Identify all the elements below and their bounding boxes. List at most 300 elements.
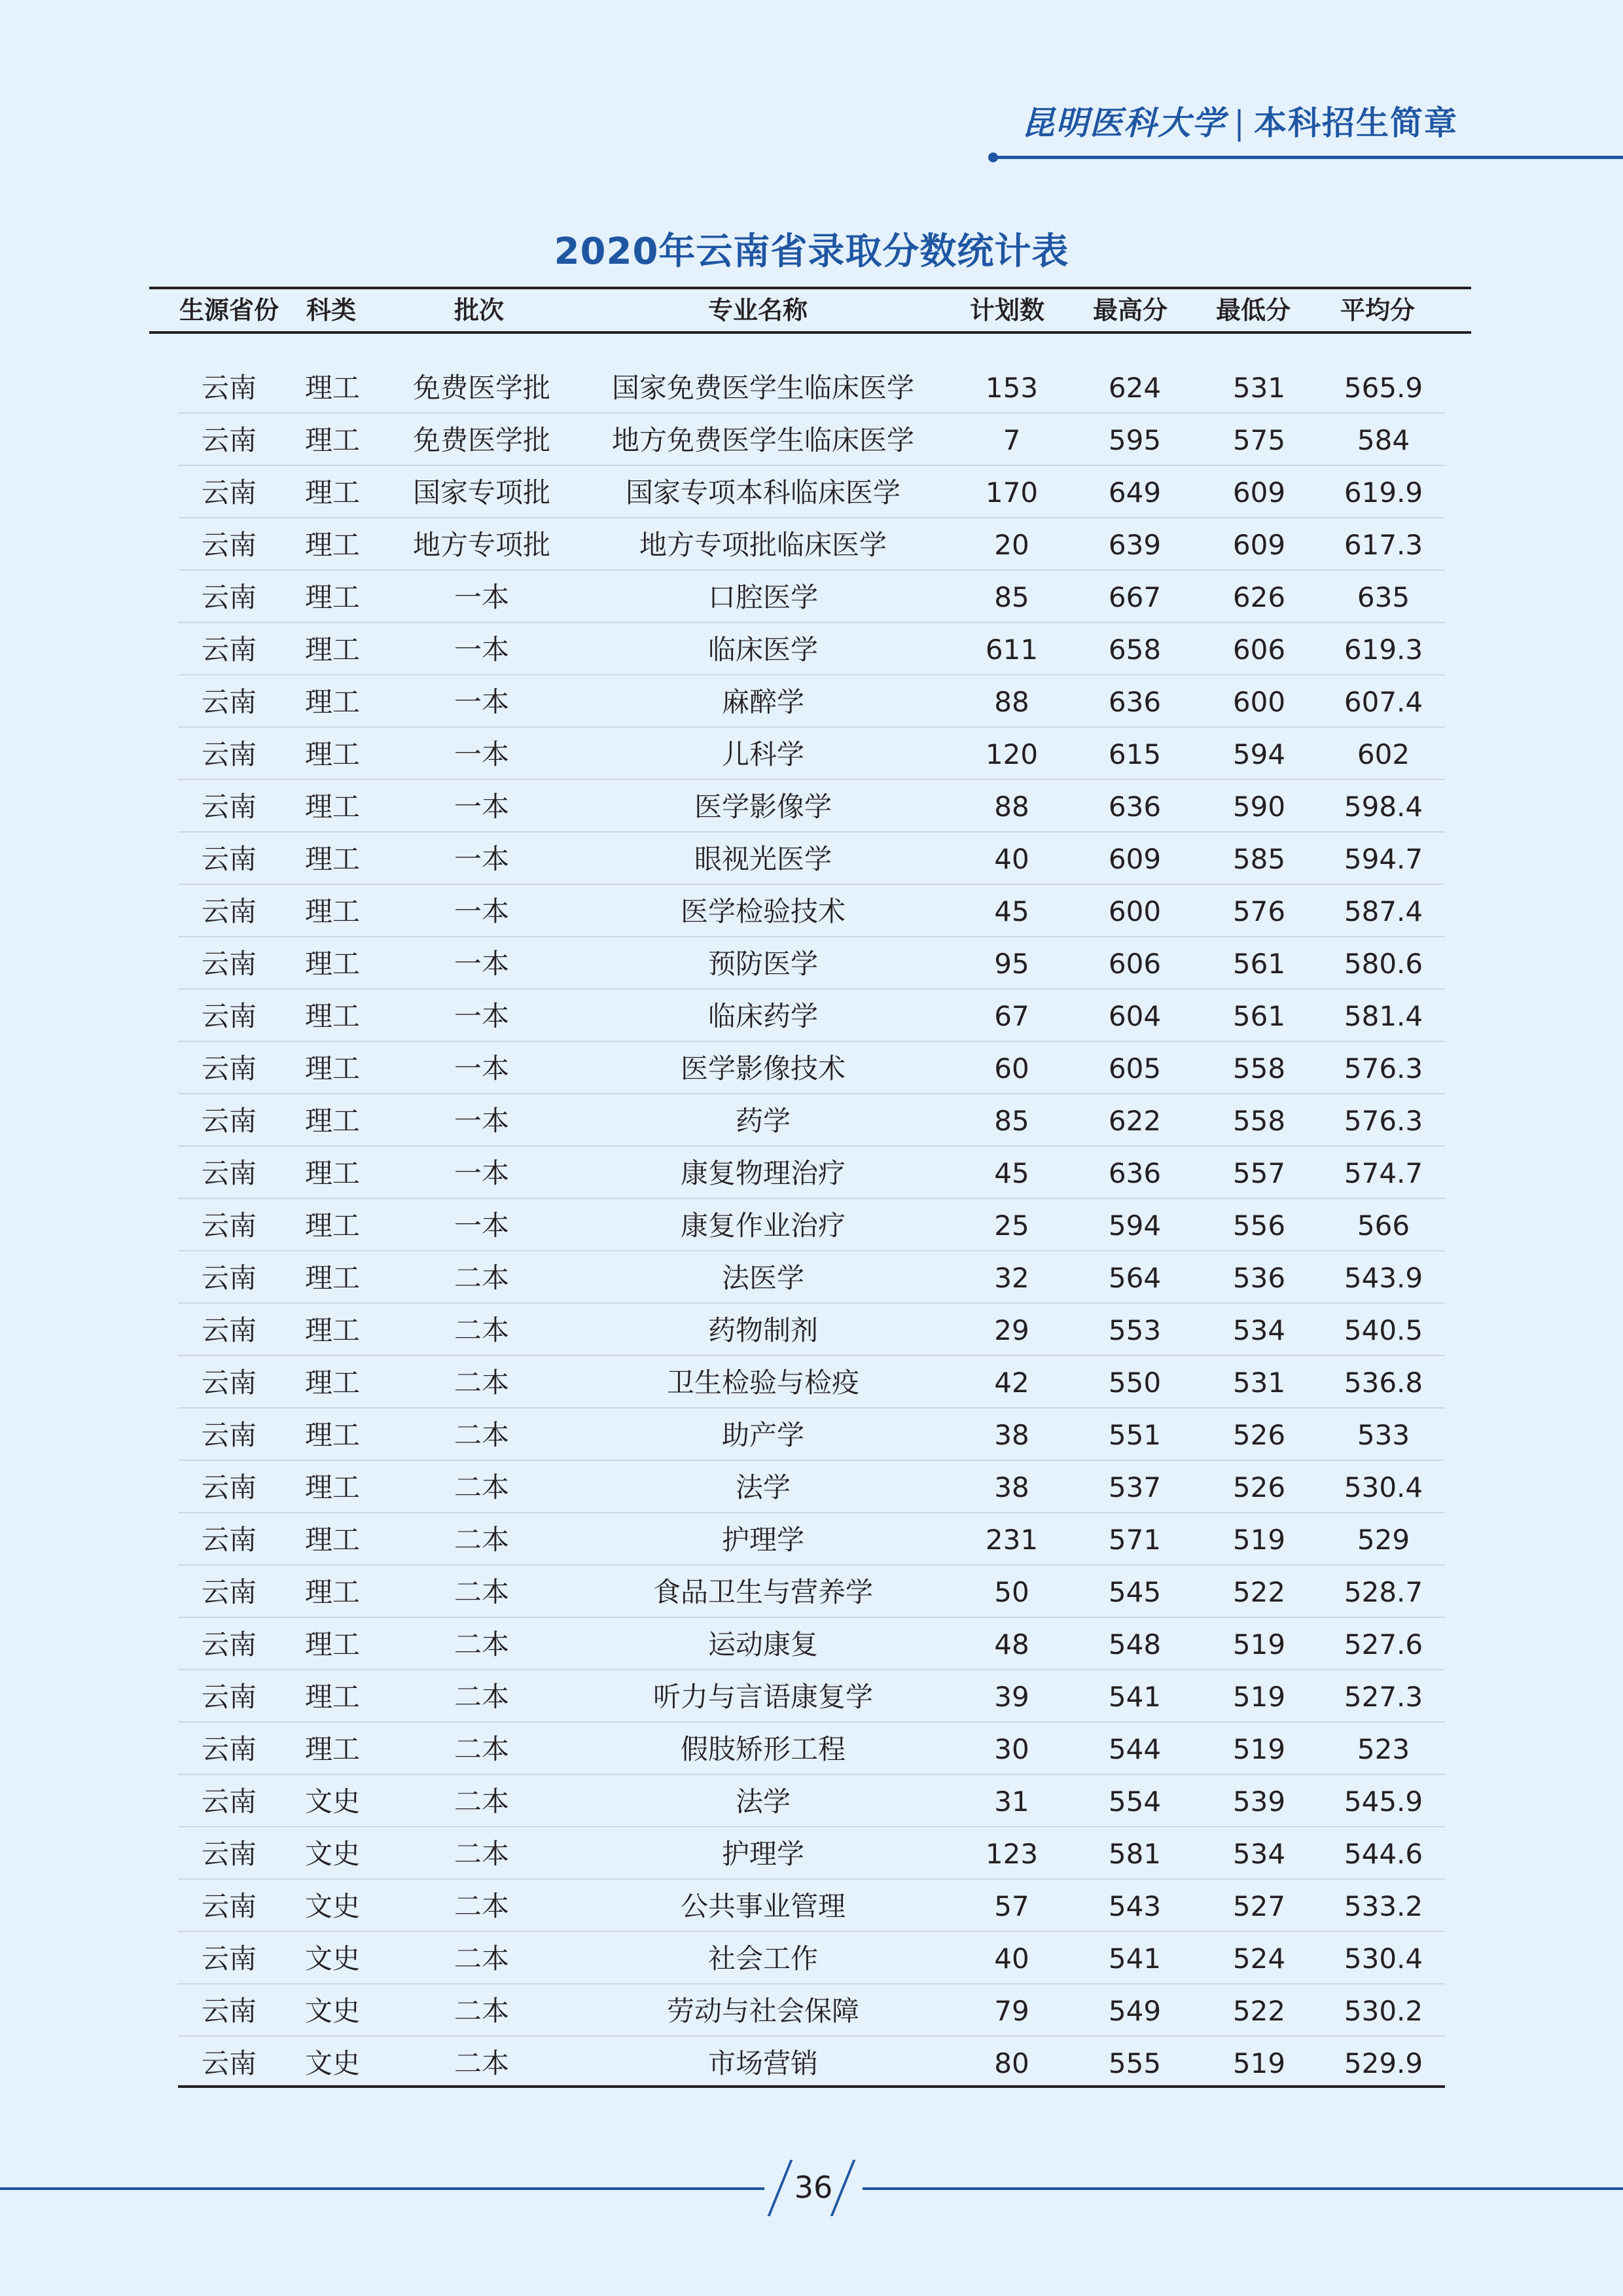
cell-max: 571 (1108, 1524, 1162, 1556)
cell-province: 云南 (201, 476, 257, 509)
cell-plan: 120 (985, 738, 1039, 770)
cell-min: 600 (1232, 686, 1286, 718)
cell-province: 云南 (201, 1838, 257, 1870)
table-row (178, 1304, 1445, 1356)
cell-major: 助产学 (721, 1419, 805, 1451)
cell-batch: 二本 (454, 1367, 510, 1399)
cell-plan: 32 (994, 1262, 1029, 1294)
cell-min: 561 (1232, 1000, 1286, 1032)
column-header-category: 科类 (306, 296, 357, 325)
cell-plan: 95 (994, 948, 1029, 980)
cell-min: 519 (1232, 2047, 1286, 2079)
cell-province: 云南 (201, 948, 257, 980)
cell-plan: 45 (994, 895, 1029, 927)
cell-province: 云南 (201, 424, 257, 456)
table-row (178, 1984, 1445, 2037)
cell-min: 561 (1232, 948, 1286, 980)
cell-max: 544 (1108, 1733, 1162, 1765)
cell-major: 法学 (735, 1471, 791, 1503)
cell-major: 公共事业管理 (680, 1890, 846, 1922)
cell-category: 理工 (304, 1314, 361, 1346)
cell-min: 558 (1232, 1105, 1286, 1137)
table-row (178, 361, 1445, 414)
cell-min: 609 (1232, 476, 1286, 509)
cell-plan: 39 (994, 1681, 1029, 1713)
cell-batch: 国家专项批 (412, 476, 551, 509)
cell-avg: 540.5 (1344, 1314, 1423, 1346)
cell-plan: 88 (994, 791, 1029, 823)
cell-province: 云南 (201, 1157, 257, 1189)
cell-province: 云南 (201, 1733, 257, 1765)
cell-max: 606 (1108, 948, 1162, 980)
cell-batch: 二本 (454, 1262, 510, 1294)
cell-avg: 530.4 (1344, 1471, 1423, 1503)
cell-avg: 530.4 (1344, 1943, 1423, 1975)
cell-batch: 二本 (454, 1524, 510, 1556)
cell-avg: 523 (1357, 1733, 1410, 1765)
cell-plan: 85 (994, 581, 1029, 613)
cell-batch: 二本 (454, 1576, 510, 1608)
cell-avg: 574.7 (1344, 1157, 1423, 1189)
table-row (178, 1461, 1445, 1513)
cell-avg: 529.9 (1344, 2047, 1423, 2079)
cell-min: 522 (1232, 1576, 1286, 1608)
cell-avg: 545.9 (1344, 1785, 1423, 1818)
cell-avg: 598.4 (1344, 791, 1423, 823)
cell-max: 554 (1108, 1785, 1162, 1818)
table-row (178, 675, 1445, 728)
cell-batch: 二本 (454, 1628, 510, 1660)
cell-major: 国家免费医学生临床医学 (611, 372, 915, 404)
cell-max: 600 (1108, 895, 1162, 927)
cell-min: 531 (1232, 372, 1286, 404)
cell-category: 理工 (304, 686, 361, 718)
cell-major: 听力与言语康复学 (652, 1681, 874, 1713)
cell-avg: 527.6 (1344, 1628, 1423, 1660)
cell-plan: 20 (994, 529, 1029, 561)
school-name: 昆明医科大学 (1022, 103, 1226, 142)
cell-max: 658 (1108, 634, 1162, 666)
cell-plan: 38 (994, 1419, 1029, 1451)
cell-max: 537 (1108, 1471, 1162, 1503)
cell-major: 眼视光医学 (694, 843, 832, 875)
cell-province: 云南 (201, 529, 257, 561)
cell-category: 理工 (304, 1471, 361, 1503)
cell-max: 649 (1108, 476, 1162, 509)
cell-province: 云南 (201, 372, 257, 404)
table-row (178, 1356, 1445, 1408)
column-header-plan: 计划数 (970, 296, 1045, 325)
cell-min: 524 (1232, 1943, 1286, 1975)
cell-province: 云南 (201, 686, 257, 718)
cell-major: 劳动与社会保障 (666, 1995, 860, 2027)
cell-major: 法医学 (721, 1262, 805, 1294)
cell-category: 文史 (304, 1943, 361, 1975)
table-row (178, 833, 1445, 885)
table-row (178, 1618, 1445, 1670)
cell-avg: 544.6 (1344, 1838, 1423, 1870)
cell-plan: 25 (994, 1210, 1029, 1242)
cell-avg: 607.4 (1344, 686, 1423, 718)
cell-avg: 536.8 (1344, 1367, 1423, 1399)
cell-province: 云南 (201, 1262, 257, 1294)
cell-batch: 二本 (454, 1785, 510, 1818)
table-row (178, 1251, 1445, 1304)
table-row (178, 937, 1445, 990)
cell-avg: 617.3 (1344, 529, 1423, 561)
header-separator: | (1234, 104, 1246, 142)
cell-max: 545 (1108, 1576, 1162, 1608)
cell-min: 576 (1232, 895, 1286, 927)
cell-province: 云南 (201, 791, 257, 823)
cell-max: 581 (1108, 1838, 1162, 1870)
cell-province: 云南 (201, 1105, 257, 1137)
cell-avg: 529 (1357, 1524, 1410, 1556)
cell-max: 636 (1108, 791, 1162, 823)
cell-avg: 581.4 (1344, 1000, 1423, 1032)
cell-avg: 533 (1357, 1419, 1410, 1451)
cell-plan: 57 (994, 1890, 1029, 1922)
table-row (178, 1723, 1445, 1775)
cell-major: 康复物理治疗 (680, 1157, 846, 1189)
cell-category: 理工 (304, 1367, 361, 1399)
cell-major: 药学 (735, 1105, 791, 1137)
table-row (178, 623, 1445, 675)
cell-category: 理工 (304, 738, 361, 770)
cell-max: 564 (1108, 1262, 1162, 1294)
table-row (178, 1566, 1445, 1618)
cell-min: 534 (1232, 1838, 1286, 1870)
cell-min: 626 (1232, 581, 1286, 613)
cell-min: 519 (1232, 1733, 1286, 1765)
cell-category: 理工 (304, 529, 361, 561)
cell-major: 卫生检验与检疫 (666, 1367, 860, 1399)
cell-max: 636 (1108, 686, 1162, 718)
column-header-avg: 平均分 (1340, 296, 1416, 325)
table-row (178, 1094, 1445, 1147)
cell-plan: 40 (994, 843, 1029, 875)
cell-max: 551 (1108, 1419, 1162, 1451)
cell-batch: 一本 (454, 581, 510, 613)
cell-major: 药物制剂 (707, 1314, 819, 1346)
cell-province: 云南 (201, 1628, 257, 1660)
cell-min: 526 (1232, 1471, 1286, 1503)
cell-plan: 30 (994, 1733, 1029, 1765)
cell-plan: 88 (994, 686, 1029, 718)
table-row (178, 1670, 1445, 1723)
cell-major: 预防医学 (707, 948, 819, 980)
cell-category: 文史 (304, 1890, 361, 1922)
cell-province: 云南 (201, 1943, 257, 1975)
cell-province: 云南 (201, 581, 257, 613)
cell-major: 儿科学 (721, 738, 805, 770)
cell-category: 理工 (304, 1000, 361, 1032)
cell-batch: 一本 (454, 791, 510, 823)
table-row (178, 1199, 1445, 1251)
cell-batch: 免费医学批 (412, 372, 551, 404)
cell-major: 医学检验技术 (680, 895, 846, 927)
cell-avg: 565.9 (1344, 372, 1423, 404)
cell-province: 云南 (201, 738, 257, 770)
cell-category: 文史 (304, 1838, 361, 1870)
cell-province: 云南 (201, 1367, 257, 1399)
cell-plan: 170 (985, 476, 1039, 509)
cell-min: 522 (1232, 1995, 1286, 2027)
cell-province: 云南 (201, 634, 257, 666)
cell-min: 590 (1232, 791, 1286, 823)
cell-plan: 611 (985, 634, 1039, 666)
cell-min: 519 (1232, 1524, 1286, 1556)
cell-category: 理工 (304, 1052, 361, 1085)
cell-min: 594 (1232, 738, 1286, 770)
cell-min: 519 (1232, 1628, 1286, 1660)
cell-plan: 48 (994, 1628, 1029, 1660)
cell-batch: 一本 (454, 843, 510, 875)
cell-max: 639 (1108, 529, 1162, 561)
cell-plan: 123 (985, 1838, 1039, 1870)
cell-major: 护理学 (721, 1838, 805, 1870)
cell-max: 549 (1108, 1995, 1162, 2027)
table-row (178, 571, 1445, 623)
table-row (178, 1042, 1445, 1094)
header-line (993, 156, 1623, 159)
cell-max: 604 (1108, 1000, 1162, 1032)
cell-avg: 584 (1357, 424, 1410, 456)
cell-province: 云南 (201, 1210, 257, 1242)
cell-plan: 80 (994, 2047, 1029, 2079)
cell-batch: 免费医学批 (412, 424, 551, 456)
cell-major: 假肢矫形工程 (680, 1733, 846, 1765)
cell-batch: 一本 (454, 634, 510, 666)
cell-category: 理工 (304, 1628, 361, 1660)
cell-max: 541 (1108, 1943, 1162, 1975)
cell-avg: 566 (1357, 1210, 1410, 1242)
cell-max: 541 (1108, 1681, 1162, 1713)
table-bottom-rule (178, 2085, 1445, 2088)
cell-category: 理工 (304, 1733, 361, 1765)
table-header (149, 289, 1471, 331)
cell-batch: 一本 (454, 1105, 510, 1137)
cell-batch: 二本 (454, 1419, 510, 1451)
cell-max: 609 (1108, 843, 1162, 875)
cell-avg: 580.6 (1344, 948, 1423, 980)
cell-avg: 576.3 (1344, 1105, 1423, 1137)
cell-batch: 二本 (454, 1471, 510, 1503)
cell-batch: 二本 (454, 1995, 510, 2027)
column-header-province: 生源省份 (179, 296, 279, 325)
cell-batch: 二本 (454, 1733, 510, 1765)
cell-province: 云南 (201, 1471, 257, 1503)
cell-category: 理工 (304, 1681, 361, 1713)
cell-plan: 45 (994, 1157, 1029, 1189)
cell-min: 585 (1232, 843, 1286, 875)
cell-batch: 一本 (454, 895, 510, 927)
table-row (178, 1880, 1445, 1932)
cell-major: 康复作业治疗 (680, 1210, 846, 1242)
cell-max: 667 (1108, 581, 1162, 613)
cell-province: 云南 (201, 1052, 257, 1085)
cell-max: 622 (1108, 1105, 1162, 1137)
cell-province: 云南 (201, 1419, 257, 1451)
table-row (178, 1147, 1445, 1199)
cell-batch: 一本 (454, 1157, 510, 1189)
cell-max: 605 (1108, 1052, 1162, 1085)
table-row (178, 1932, 1445, 1984)
cell-plan: 85 (994, 1105, 1029, 1137)
cell-avg: 619.9 (1344, 476, 1423, 509)
cell-category: 理工 (304, 581, 361, 613)
cell-category: 文史 (304, 1785, 361, 1818)
cell-category: 理工 (304, 1157, 361, 1189)
cell-max: 543 (1108, 1890, 1162, 1922)
cell-province: 云南 (201, 1681, 257, 1713)
cell-avg: 602 (1357, 738, 1410, 770)
cell-avg: 543.9 (1344, 1262, 1423, 1294)
cell-major: 医学影像技术 (680, 1052, 846, 1085)
cell-min: 539 (1232, 1785, 1286, 1818)
cell-min: 609 (1232, 529, 1286, 561)
cell-province: 云南 (201, 1576, 257, 1608)
cell-category: 理工 (304, 843, 361, 875)
column-header-max: 最高分 (1093, 296, 1168, 325)
cell-plan: 40 (994, 1943, 1029, 1975)
cell-plan: 38 (994, 1471, 1029, 1503)
cell-batch: 二本 (454, 1943, 510, 1975)
cell-avg: 528.7 (1344, 1576, 1423, 1608)
cell-category: 理工 (304, 1576, 361, 1608)
cell-category: 理工 (304, 424, 361, 456)
cell-category: 理工 (304, 372, 361, 404)
cell-avg: 587.4 (1344, 895, 1423, 927)
page-number: 36 (794, 2170, 833, 2205)
cell-major: 食品卫生与营养学 (652, 1576, 874, 1608)
cell-major: 市场营销 (707, 2047, 819, 2079)
cell-batch: 一本 (454, 1210, 510, 1242)
cell-major: 地方专项批临床医学 (639, 529, 887, 561)
table-row (178, 1408, 1445, 1461)
cell-max: 594 (1108, 1210, 1162, 1242)
table-row (178, 2037, 1445, 2089)
cell-plan: 50 (994, 1576, 1029, 1608)
table-row (178, 466, 1445, 518)
table-row (178, 1513, 1445, 1566)
cell-avg: 619.3 (1344, 634, 1423, 666)
cell-batch: 二本 (454, 2047, 510, 2079)
cell-major: 口腔医学 (707, 581, 819, 613)
cell-category: 文史 (304, 2047, 361, 2079)
cell-plan: 79 (994, 1995, 1029, 2027)
column-header-batch: 批次 (454, 296, 505, 325)
cell-min: 606 (1232, 634, 1286, 666)
cell-max: 553 (1108, 1314, 1162, 1346)
cell-category: 理工 (304, 1210, 361, 1242)
cell-province: 云南 (201, 1000, 257, 1032)
table-row (178, 414, 1445, 466)
cell-major: 护理学 (721, 1524, 805, 1556)
cell-min: 556 (1232, 1210, 1286, 1242)
cell-batch: 二本 (454, 1681, 510, 1713)
cell-province: 云南 (201, 895, 257, 927)
column-header-major: 专业名称 (708, 296, 808, 325)
cell-major: 临床医学 (707, 634, 819, 666)
table-row (178, 885, 1445, 937)
cell-province: 云南 (201, 1785, 257, 1818)
cell-batch: 一本 (454, 1052, 510, 1085)
cell-province: 云南 (201, 1314, 257, 1346)
header-brand (1022, 97, 1458, 144)
cell-max: 595 (1108, 424, 1162, 456)
cell-max: 615 (1108, 738, 1162, 770)
cell-min: 526 (1232, 1419, 1286, 1451)
section-name: 本科招生简章 (1254, 103, 1458, 142)
table-row (178, 1827, 1445, 1880)
cell-avg: 530.2 (1344, 1995, 1423, 2027)
cell-category: 文史 (304, 1995, 361, 2027)
cell-province: 云南 (201, 843, 257, 875)
cell-avg: 594.7 (1344, 843, 1423, 875)
cell-major: 医学影像学 (694, 791, 832, 823)
cell-max: 550 (1108, 1367, 1162, 1399)
cell-category: 理工 (304, 634, 361, 666)
cell-avg: 635 (1357, 581, 1410, 613)
cell-min: 557 (1232, 1157, 1286, 1189)
header-dot (988, 152, 998, 162)
cell-min: 527 (1232, 1890, 1286, 1922)
cell-max: 548 (1108, 1628, 1162, 1660)
table-header-rule (149, 331, 1471, 334)
cell-category: 理工 (304, 895, 361, 927)
cell-max: 636 (1108, 1157, 1162, 1189)
cell-plan: 67 (994, 1000, 1029, 1032)
cell-major: 社会工作 (707, 1943, 819, 1975)
table-row (178, 1775, 1445, 1827)
cell-category: 理工 (304, 476, 361, 509)
cell-major: 地方免费医学生临床医学 (611, 424, 915, 456)
cell-avg: 576.3 (1344, 1052, 1423, 1085)
cell-batch: 二本 (454, 1890, 510, 1922)
table-body (178, 361, 1445, 2089)
cell-min: 536 (1232, 1262, 1286, 1294)
table-row (178, 518, 1445, 571)
cell-max: 624 (1108, 372, 1162, 404)
cell-major: 国家专项本科临床医学 (625, 476, 901, 509)
cell-batch: 一本 (454, 1000, 510, 1032)
cell-category: 理工 (304, 1262, 361, 1294)
cell-plan: 153 (985, 372, 1039, 404)
column-header-min: 最低分 (1216, 296, 1291, 325)
cell-min: 531 (1232, 1367, 1286, 1399)
table-row (178, 990, 1445, 1042)
cell-province: 云南 (201, 1524, 257, 1556)
cell-batch: 一本 (454, 948, 510, 980)
cell-province: 云南 (201, 1890, 257, 1922)
cell-plan: 231 (985, 1524, 1039, 1556)
cell-category: 理工 (304, 791, 361, 823)
cell-plan: 60 (994, 1052, 1029, 1085)
page-title: 2020年云南省录取分数统计表 (554, 230, 1069, 273)
cell-min: 558 (1232, 1052, 1286, 1085)
cell-major: 麻醉学 (721, 686, 805, 718)
cell-min: 534 (1232, 1314, 1286, 1346)
cell-plan: 7 (1003, 424, 1021, 456)
cell-province: 云南 (201, 1995, 257, 2027)
cell-category: 理工 (304, 948, 361, 980)
cell-major: 运动康复 (707, 1628, 819, 1660)
cell-category: 理工 (304, 1524, 361, 1556)
cell-batch: 地方专项批 (412, 529, 551, 561)
cell-major: 临床药学 (707, 1000, 819, 1032)
cell-category: 理工 (304, 1419, 361, 1451)
